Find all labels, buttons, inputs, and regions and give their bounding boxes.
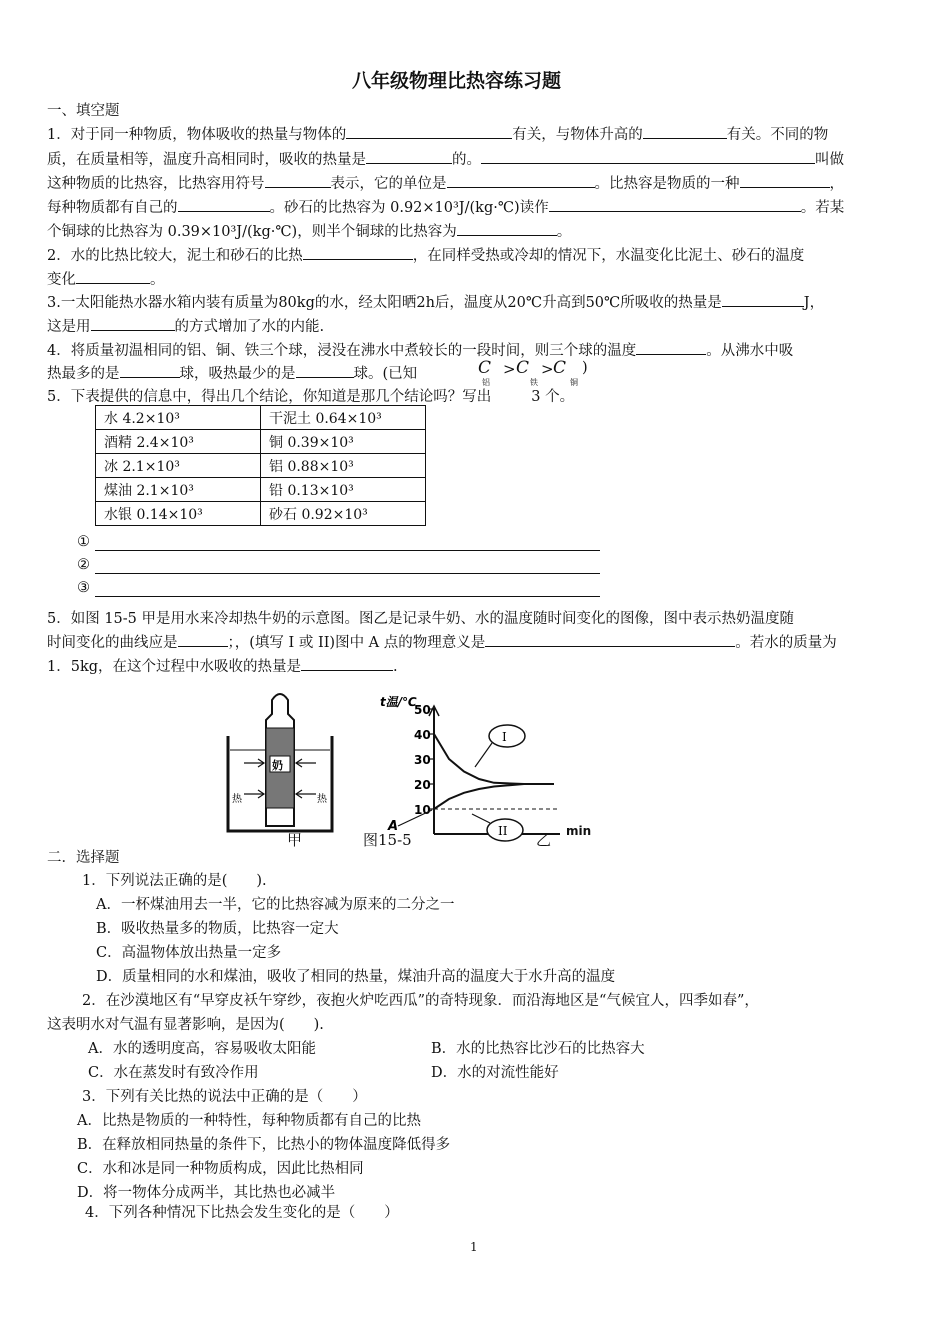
answer-blank[interactable] [366,149,452,164]
x-axis-title: min [566,824,592,838]
q1-line1: 1．对于同一种物质，物体吸收的热量与物体的 有关，与物体升高的 有关。不同的物 [47,123,828,144]
answer-blank[interactable] [457,221,557,236]
label-pointer-1 [475,743,492,767]
mc-q3: 3．下列有关比热的说法中正确的是（ ） [82,1089,367,1105]
mc-q4: 4．下列各种情况下比热会发生变化的是（ ） [85,1205,399,1221]
figure-label-yi: 乙 [536,831,552,849]
q1-line5: 个铜球的比热容为 0.39×10³J/(kg·℃)，则半个铜球的比热容为 。 [47,220,571,241]
mc-q1-option-b[interactable]: B．吸收热量多的物质，比热容一定大 [96,921,339,937]
table-row [96,454,426,478]
q1-line4: 每种物质都有自己的 。砂石的比热容为 0.92×10³J/(kg·℃)读作 。若某 [47,196,844,217]
milk-label: 奶 [272,759,283,772]
q3-line1: 3.一太阳能热水器水箱内装有质量为80kg的水，经太阳晒2h后，温度从20℃升高到50℃所吸收的热量是 J， [47,291,824,312]
y-axis-title: t温/℃ [380,695,417,709]
answer-blank[interactable] [265,173,331,188]
mc-q1-option-d[interactable]: D．质量相同的水和煤油，吸收了相同的热量，煤油升高的温度大于水升高的温度 [96,969,616,985]
sub-aluminum: 铝 [482,378,490,387]
mc-q2-option-d[interactable]: D．水的对流性能好 [431,1065,559,1081]
mc-q2-option-c[interactable]: C．水在蒸发时有致冷作用 [88,1065,259,1081]
mc-q3-option-c[interactable]: C．水和冰是同一种物质构成，因此比热相同 [77,1161,364,1177]
c-aluminum: C [478,358,492,378]
answer-blank[interactable] [91,316,175,331]
mc-q2-line1: 2．在沙漠地区有“早穿皮袄午穿纱，夜抱火炉吃西瓜”的奇特现象．而沿海地区是“气候宜人，四季如春”， [82,993,759,1009]
specific-heat-table [95,405,426,526]
close-paren: ) [582,360,588,376]
table-cell: 水 4.2×10³ [96,406,261,430]
curve-cooling-water [434,784,554,809]
q4-line2: 热最多的是 球，吸热最少的是 球。(已知 [47,362,417,383]
c-copper: C [553,358,567,378]
answer-line-3[interactable] [95,596,600,597]
q2-line1: 2．水的比热比较大，泥土和砂石的比热 ，在同样受热或冷却的情况下，水温变化比泥土、砂石的温度 [47,244,804,265]
answer-line-1[interactable] [95,550,600,551]
answer-blank[interactable] [120,363,180,378]
answer-blank[interactable] [447,173,595,188]
mc-q1-option-a[interactable]: A．一杯煤油用去一半，它的比热容减为原来的二分之一 [96,897,455,913]
mc-q2-option-b[interactable]: B．水的比热容比沙石的比热容大 [431,1041,645,1057]
y-tick-label-3: 40 [414,728,431,742]
answer-blank[interactable] [301,656,393,671]
curve-label-1: I [502,730,507,744]
answer-blank[interactable] [740,173,830,188]
curve-label-2: II [498,824,508,838]
q1-line3: 这种物质的比热容，比热容用符号 表示，它的单位是 。比热容是物质的一种 ， [47,172,844,193]
mc-q1: 1．下列说法正确的是( ). [82,873,267,889]
mc-q1-option-c[interactable]: C．高温物体放出热量一定多 [96,945,282,961]
table-cell: 铝 0.88×10³ [261,454,426,478]
q6-line3: 1．5kg，在这个过程中水吸收的热量是 . [47,655,398,676]
mc-q2-option-a[interactable]: A．水的透明度高，容易吸收太阳能 [88,1041,316,1057]
mc-q3-option-b[interactable]: B．在释放相同热量的条件下，比热小的物体温度降低得多 [77,1137,451,1153]
answer-blank[interactable] [178,197,270,212]
mc-q2-line2: 这表明水对气温有显著影响，是因为( ). [47,1017,324,1033]
table-row [96,430,426,454]
answer-blank[interactable] [643,124,727,139]
table-cell: 铅 0.13×10³ [261,478,426,502]
label-pointer-2 [472,814,490,823]
answer-line-2[interactable] [95,573,600,574]
answer-marker-1: ① [77,534,90,550]
table-cell: 冰 2.1×10³ [96,454,261,478]
label-bubble-1 [489,725,525,747]
figure-label-jia: 甲 [287,831,303,849]
answer-blank[interactable] [481,149,815,164]
heat-label-right: 热 [317,794,327,805]
page-title: 八年级物理比热容练习题 [352,70,562,92]
answer-blank[interactable] [636,340,706,355]
y-tick-label-2: 30 [414,753,431,767]
answer-blank[interactable] [346,124,512,139]
table-row [96,406,426,430]
point-a-label: A [388,819,399,834]
section-choice-heading: 二．选择题 [47,850,120,866]
table-cell: 酒精 2.4×10³ [96,430,261,454]
heat-label-left: 热 [232,794,242,805]
answer-blank[interactable] [549,197,801,212]
temperature-time-chart [398,703,560,841]
answer-blank[interactable] [303,245,413,260]
q5-line1: 5．下表提供的信息中，得出几个结论，你知道是那几个结论吗？写出 3 个。 [47,389,575,405]
greater-than-2: > [541,360,554,378]
table-row [96,502,426,526]
table-cell: 砂石 0.92×10³ [261,502,426,526]
figure-15-5 [220,688,600,848]
sub-copper: 铜 [570,378,578,387]
q4-line1: 4．将质量初温相同的铝、铜、铁三个球，浸没在沸水中煮较长的一段时间，则三个球的温度 。从沸水中吸 [47,339,793,360]
section-fill-blank-heading: 一、填空题 [47,103,120,119]
table-cell: 干泥土 0.64×10³ [261,406,426,430]
q2-line2: 变化 。 [47,268,165,289]
answer-blank[interactable] [485,632,735,647]
sub-iron: 铁 [530,378,538,387]
c-iron: C [516,358,530,378]
figure-caption: 图15-5 [363,831,412,849]
y-tick-label-0: 10 [414,803,431,817]
answer-blank[interactable] [722,292,804,307]
answer-marker-3: ③ [77,580,90,596]
table-cell: 水银 0.14×10³ [96,502,261,526]
table-cell: 铜 0.39×10³ [261,430,426,454]
y-tick-label-1: 20 [414,778,431,792]
q1-line2: 质，在质量相等，温度升高相同时，吸收的热量是 的。 叫做 [47,148,844,169]
q6-line2: 时间变化的曲线应是 ；，(填写 I 或 II)图中 A 点的物理意义是 。若水的质量为 [47,631,837,652]
answer-blank[interactable] [76,269,150,284]
table-row [96,478,426,502]
mc-q3-option-a[interactable]: A．比热是物质的一种特性，每种物质都有自己的比热 [77,1113,421,1129]
q3-line2: 这是用 的方式增加了水的内能. [47,315,324,336]
answer-blank[interactable] [178,632,228,647]
greater-than-1: > [503,360,516,378]
answer-blank[interactable] [296,363,354,378]
mc-q3-option-d[interactable]: D．将一物体分成两半，其比热也必减半 [77,1185,336,1201]
y-tick-label-4: 50 [414,703,431,717]
answer-marker-2: ② [77,557,90,573]
page-number: 1 [470,1240,478,1254]
table-cell: 煤油 2.1×10³ [96,478,261,502]
q6-line1: 5．如图 15-5 甲是用水来冷却热牛奶的示意图。图乙是记录牛奶、水的温度随时间变化的图像，图中表示热奶温度随 [47,611,795,627]
